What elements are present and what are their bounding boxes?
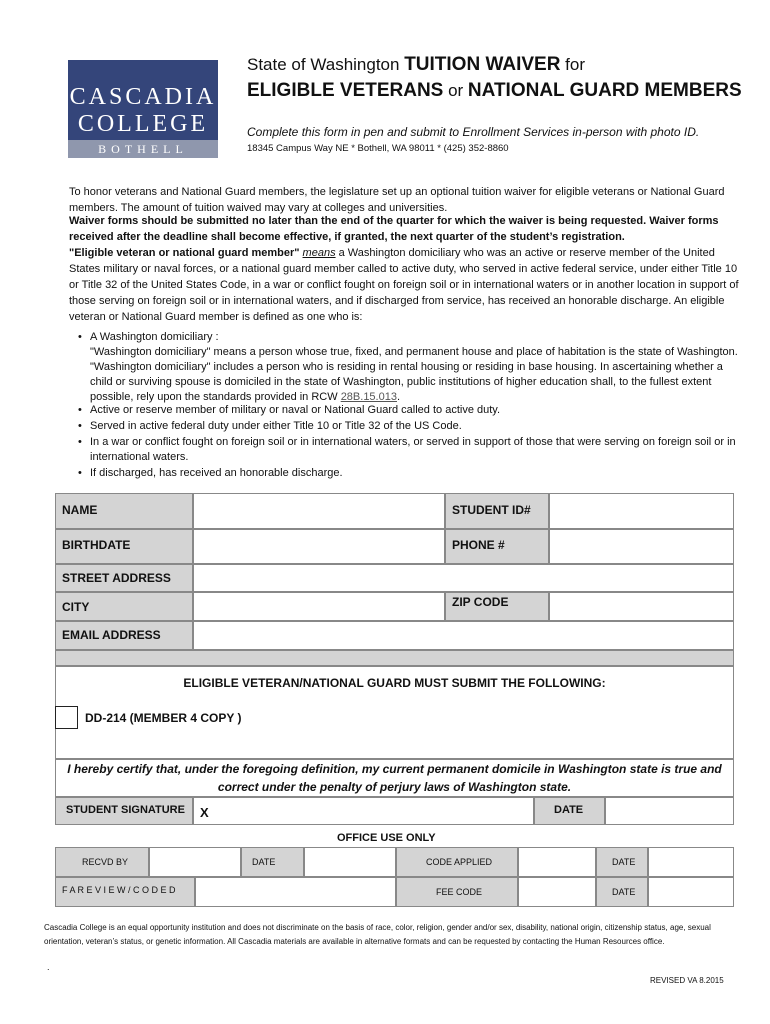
divider-row bbox=[55, 650, 734, 666]
footer-dot: . bbox=[47, 962, 50, 972]
zip-code-label: ZIP CODE bbox=[452, 595, 509, 609]
deadline-paragraph: Waiver forms should be submitted no later than the end of the quarter for which the waiver is being requested. Waiver forms received after the deadline shall become effective, if granted, the next quarter of the student’s registration. bbox=[69, 215, 719, 243]
name-input[interactable] bbox=[193, 493, 445, 529]
office-date-3-label: DATE bbox=[612, 887, 636, 897]
eeo-statement: Cascadia College is an equal opportunity institution and does not discriminate on the basis of race, color, religion, gender and/or sex, disability, national origin, citizenship status, age, sexual orientation, veteran’s status, or genetic information. All Cascadia materials are available in alternative formats and can be requested by contacting the Human Resources office. bbox=[44, 923, 711, 946]
bullet-active-reserve: • Active or reserve member of military or naval or National Guard called to active duty. bbox=[78, 403, 738, 418]
logo-line-2: COLLEGE bbox=[77, 111, 209, 137]
form-title-line-1: State of Washington TUITION WAIVER for bbox=[247, 54, 585, 75]
office-date-1-label: DATE bbox=[252, 857, 276, 867]
signature-input[interactable] bbox=[193, 797, 534, 825]
college-logo bbox=[68, 60, 218, 158]
email-label: EMAIL ADDRESS bbox=[62, 628, 161, 642]
revision-label: REVISED VA 8.2015 bbox=[650, 976, 724, 985]
bullet-war-conflict: • In a war or conflict fought on foreign soil or in international waters, or served in support of those that were serving on foreign soil or in international waters. bbox=[78, 435, 738, 465]
student-signature-label: STUDENT SIGNATURE bbox=[66, 804, 185, 816]
fa-review-input[interactable] bbox=[195, 877, 396, 907]
signature-x-mark: X bbox=[200, 805, 209, 820]
birthdate-label: BIRTHDATE bbox=[62, 538, 131, 552]
code-applied-input[interactable] bbox=[518, 847, 596, 877]
logo-line-1: CASCADIA bbox=[69, 84, 217, 110]
code-applied-label: CODE APPLIED bbox=[426, 857, 493, 867]
bullet-federal-duty: • Served in active federal duty under either Title 10 or Title 32 of the US Code. bbox=[78, 419, 738, 434]
dd214-checkbox[interactable] bbox=[55, 706, 78, 729]
recvd-by-input[interactable] bbox=[149, 847, 241, 877]
birthdate-input[interactable] bbox=[193, 529, 445, 564]
city-label: CITY bbox=[62, 600, 90, 614]
fee-code-label: FEE CODE bbox=[436, 887, 483, 897]
office-date-3-input[interactable] bbox=[648, 877, 734, 907]
definition-paragraph: "Eligible veteran or national guard member" means a Washington domiciliary who was an active or reserve member of the United States military or naval forces, or a national guard member called to active duty, who served in active federal service, under either Title 10 or Title 32 of the United States Code, in a war or conflict fought on foreign soil or in international waters or in another location in support of those serving on foreign soil or in international waters, and if discharged from service, has received an honorable discharge. An eligible veteran or National Guard member is defined as one who is: bbox=[69, 247, 739, 323]
email-input[interactable] bbox=[193, 621, 734, 650]
rcw-link[interactable]: 28B.15.013 bbox=[340, 391, 397, 403]
logo-line-3: BOTHELL bbox=[68, 140, 218, 158]
fee-code-input[interactable] bbox=[518, 877, 596, 907]
intro-paragraph: To honor veterans and National Guard members, the legislature set up an optional tuition waiver for eligible veterans or National Guard members. The amount of tuition waived may vary at colleges and universities. bbox=[69, 186, 725, 214]
recvd-by-label: RECVD BY bbox=[82, 857, 129, 867]
fa-review-label: F A R E V I E W / C O D E D bbox=[62, 885, 176, 895]
office-date-2-label: DATE bbox=[612, 857, 636, 867]
bullet-domiciliary: • A Washington domiciliary : "Washington domiciliary" means a person whose true, fixed, and permanent house and place of habitation is the state of Washington. "Washington domiciliary" includes a person who is residing in rental housing or residing in base housing. In ascertaining whether a child or surviving spouse is domiciled in the state of Washington, public institutions of higher education shall, to the fullest extent possible, rely upon the standards provided in RCW 28B.15.013. bbox=[78, 330, 738, 405]
street-address-input[interactable] bbox=[193, 564, 734, 592]
signature-date-label: DATE bbox=[554, 804, 584, 816]
office-use-title: OFFICE USE ONLY bbox=[337, 832, 436, 844]
phone-input[interactable] bbox=[549, 529, 734, 564]
office-date-1-input[interactable] bbox=[304, 847, 396, 877]
office-date-2-input[interactable] bbox=[648, 847, 734, 877]
requirements-heading: ELIGIBLE VETERAN/NATIONAL GUARD MUST SUBMIT THE FOLLOWING: bbox=[183, 676, 606, 690]
name-label: NAME bbox=[62, 503, 98, 517]
college-address: 18345 Campus Way NE * Bothell, WA 98011 * (425) 352-8860 bbox=[247, 143, 509, 154]
form-instructions: Complete this form in pen and submit to Enrollment Services in-person with photo ID. bbox=[247, 125, 700, 139]
street-address-label: STREET ADDRESS bbox=[62, 571, 171, 585]
certification-statement: I hereby certify that, under the foregoing definition, my current permanent domicile in Washington state is true and correct under the penalty of perjury laws of Washington state. bbox=[67, 762, 722, 794]
bullet-honorable-discharge: • If discharged, has received an honorable discharge. bbox=[78, 466, 738, 481]
dd214-label: DD-214 (MEMBER 4 COPY ) bbox=[85, 711, 242, 725]
form-title-line-2: ELIGIBLE VETERANS or NATIONAL GUARD MEMBERS bbox=[247, 80, 742, 101]
zip-code-input[interactable] bbox=[549, 592, 734, 621]
student-id-input[interactable] bbox=[549, 493, 734, 529]
phone-label: PHONE # bbox=[452, 538, 505, 552]
signature-date-input[interactable] bbox=[605, 797, 734, 825]
student-id-label: STUDENT ID# bbox=[452, 503, 531, 517]
city-input[interactable] bbox=[193, 592, 445, 621]
